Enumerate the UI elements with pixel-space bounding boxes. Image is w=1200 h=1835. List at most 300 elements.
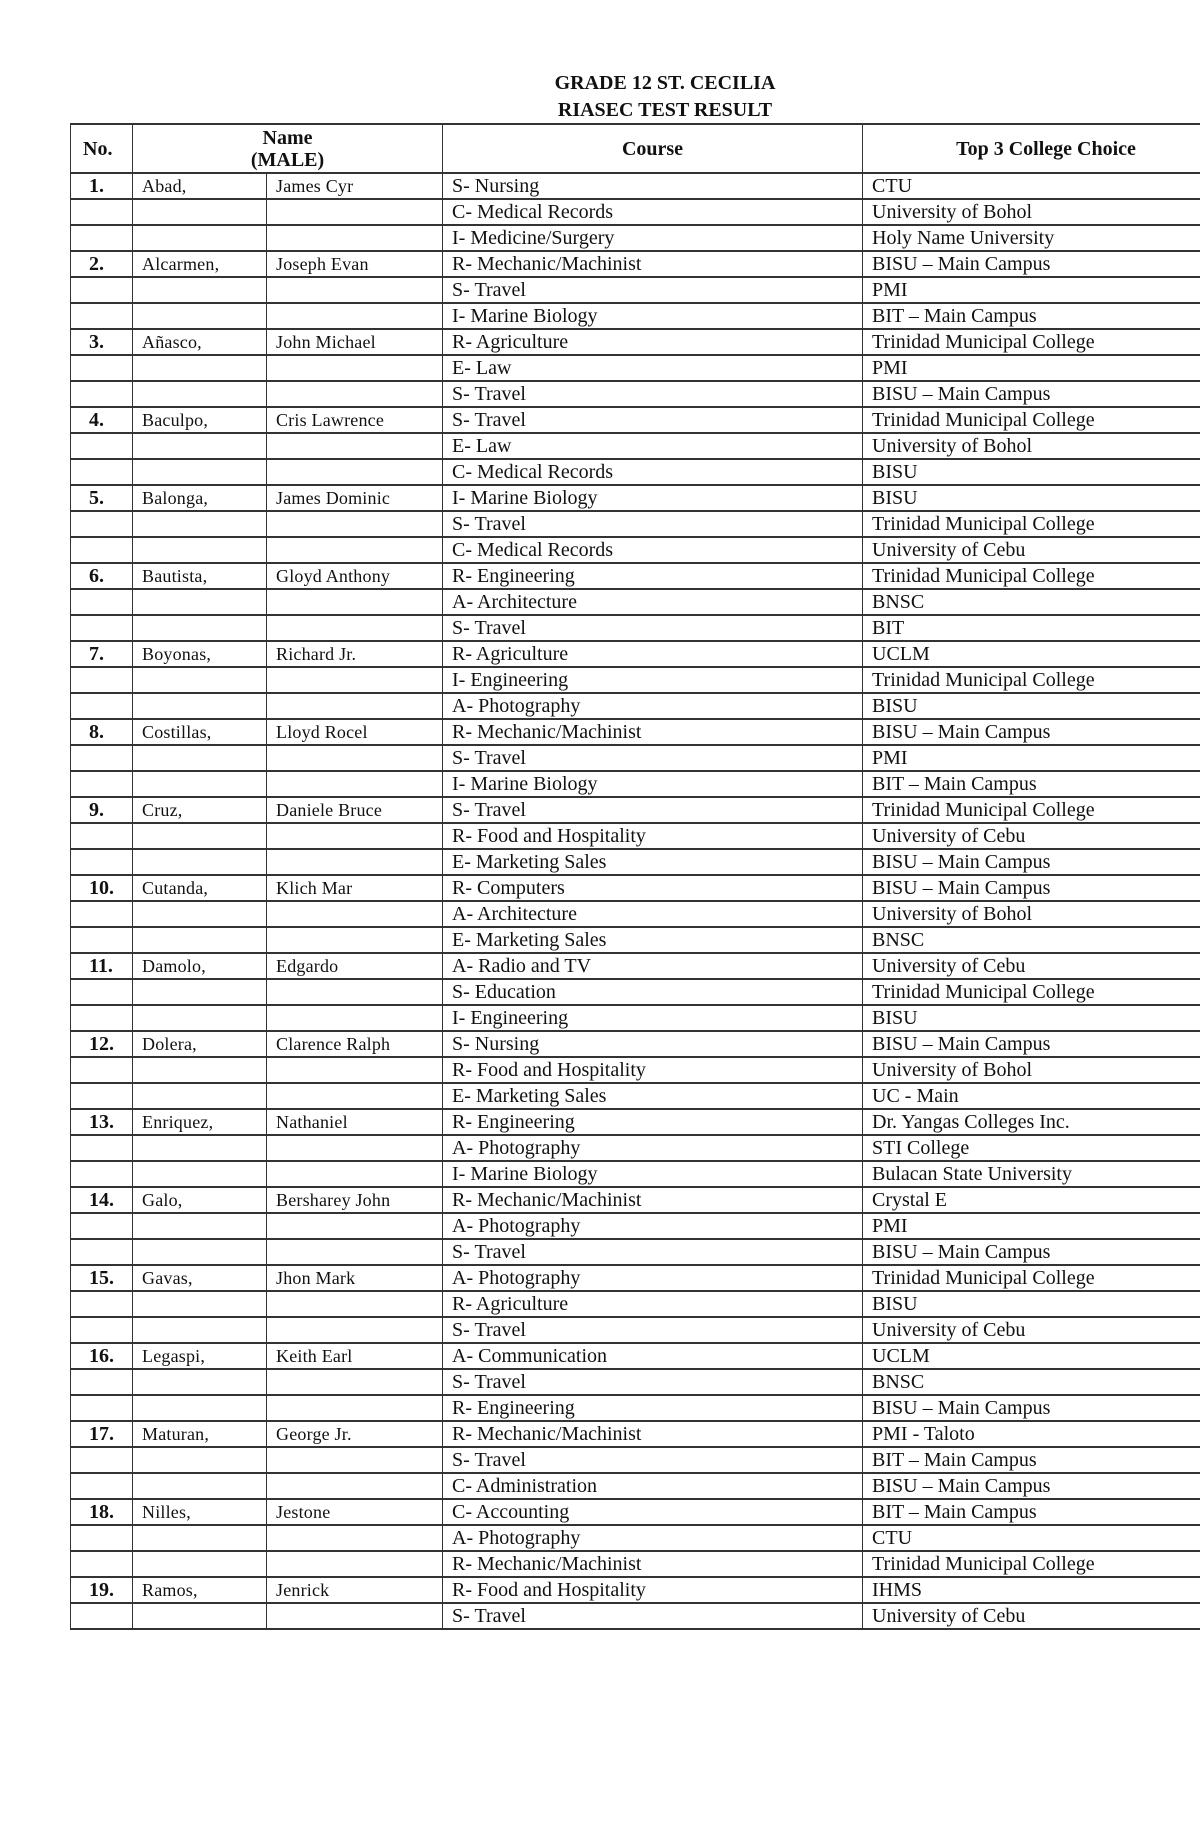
student-last-name: Maturan, xyxy=(133,1421,267,1447)
table-row xyxy=(71,1473,1200,1499)
student-first-name xyxy=(267,1369,443,1395)
student-last-name: Abad, xyxy=(133,173,267,199)
table-row xyxy=(71,251,1200,277)
student-last-name xyxy=(133,1239,267,1265)
course-choice: E- Marketing Sales xyxy=(443,927,863,953)
table-row xyxy=(71,1057,1200,1083)
student-first-name xyxy=(267,1525,443,1551)
student-last-name: Galo, xyxy=(133,1187,267,1213)
table-row xyxy=(71,1031,1200,1057)
student-first-name xyxy=(267,745,443,771)
student-number xyxy=(71,745,133,771)
student-number xyxy=(71,1161,133,1187)
student-first-name xyxy=(267,979,443,1005)
student-first-name xyxy=(267,1005,443,1031)
course-choice: R- Mechanic/Machinist xyxy=(443,719,863,745)
student-number xyxy=(71,1317,133,1343)
course-choice: S- Travel xyxy=(443,615,863,641)
student-last-name xyxy=(133,745,267,771)
course-choice: I- Engineering xyxy=(443,1005,863,1031)
student-number xyxy=(71,771,133,797)
student-last-name xyxy=(133,1395,267,1421)
course-choice: A- Photography xyxy=(443,1525,863,1551)
student-first-name xyxy=(267,1057,443,1083)
course-choice: R- Engineering xyxy=(443,563,863,589)
table-row xyxy=(71,875,1200,901)
course-choice: E- Marketing Sales xyxy=(443,1083,863,1109)
course-choice: C- Accounting xyxy=(443,1499,863,1525)
table-row xyxy=(71,1369,1200,1395)
table-row xyxy=(71,693,1200,719)
course-choice: C- Administration xyxy=(443,1473,863,1499)
student-last-name xyxy=(133,1551,267,1577)
student-last-name xyxy=(133,1213,267,1239)
student-first-name xyxy=(267,303,443,329)
table-row xyxy=(71,1135,1200,1161)
college-choice: BISU – Main Campus xyxy=(863,875,1200,901)
student-number xyxy=(71,823,133,849)
student-first-name: Joseph Evan xyxy=(267,251,443,277)
table-row xyxy=(71,1083,1200,1109)
college-choice: PMI xyxy=(863,745,1200,771)
student-number: 8. xyxy=(71,719,133,745)
student-last-name xyxy=(133,1005,267,1031)
student-number xyxy=(71,1603,133,1629)
student-last-name: Añasco, xyxy=(133,329,267,355)
student-first-name xyxy=(267,1317,443,1343)
student-last-name: Nilles, xyxy=(133,1499,267,1525)
college-choice: STI College xyxy=(863,1135,1200,1161)
course-choice: A- Radio and TV xyxy=(443,953,863,979)
course-choice: R- Food and Hospitality xyxy=(443,823,863,849)
header-course: Course xyxy=(443,124,863,173)
student-first-name xyxy=(267,901,443,927)
table-row xyxy=(71,537,1200,563)
college-choice: Trinidad Municipal College xyxy=(863,979,1200,1005)
table-row xyxy=(71,797,1200,823)
course-choice: A- Photography xyxy=(443,1265,863,1291)
student-number xyxy=(71,1395,133,1421)
course-choice: C- Medical Records xyxy=(443,199,863,225)
table-row xyxy=(71,303,1200,329)
table-row xyxy=(71,667,1200,693)
course-choice: A- Communication xyxy=(443,1343,863,1369)
student-number xyxy=(71,1369,133,1395)
student-last-name xyxy=(133,303,267,329)
course-choice: S- Nursing xyxy=(443,1031,863,1057)
college-choice: BISU – Main Campus xyxy=(863,849,1200,875)
course-choice: R- Food and Hospitality xyxy=(443,1057,863,1083)
student-first-name: Jestone xyxy=(267,1499,443,1525)
student-first-name: Jenrick xyxy=(267,1577,443,1603)
course-choice: A- Photography xyxy=(443,693,863,719)
student-last-name xyxy=(133,1135,267,1161)
student-last-name: Cruz, xyxy=(133,797,267,823)
course-choice: I- Medicine/Surgery xyxy=(443,225,863,251)
table-row xyxy=(71,225,1200,251)
table-row xyxy=(71,1525,1200,1551)
student-number: 3. xyxy=(71,329,133,355)
student-last-name: Ramos, xyxy=(133,1577,267,1603)
college-choice: University of Cebu xyxy=(863,537,1200,563)
college-choice: Dr. Yangas Colleges Inc. xyxy=(863,1109,1200,1135)
table-row xyxy=(71,1239,1200,1265)
course-choice: R- Computers xyxy=(443,875,863,901)
table-row xyxy=(71,1005,1200,1031)
student-last-name xyxy=(133,277,267,303)
student-first-name xyxy=(267,381,443,407)
student-number: 18. xyxy=(71,1499,133,1525)
student-number xyxy=(71,849,133,875)
student-first-name: Jhon Mark xyxy=(267,1265,443,1291)
course-choice: R- Mechanic/Machinist xyxy=(443,251,863,277)
student-first-name: James Cyr xyxy=(267,173,443,199)
student-number: 6. xyxy=(71,563,133,589)
course-choice: I- Marine Biology xyxy=(443,771,863,797)
student-first-name xyxy=(267,433,443,459)
riasec-results-table xyxy=(70,123,1200,1630)
student-last-name: Legaspi, xyxy=(133,1343,267,1369)
student-last-name xyxy=(133,667,267,693)
student-number xyxy=(71,537,133,563)
table-row xyxy=(71,1187,1200,1213)
table-row xyxy=(71,1317,1200,1343)
course-choice: S- Travel xyxy=(443,511,863,537)
student-number xyxy=(71,927,133,953)
student-last-name: Alcarmen, xyxy=(133,251,267,277)
college-choice: Trinidad Municipal College xyxy=(863,407,1200,433)
college-choice: UCLM xyxy=(863,1343,1200,1369)
student-number: 16. xyxy=(71,1343,133,1369)
table-row xyxy=(71,459,1200,485)
student-number: 4. xyxy=(71,407,133,433)
student-number: 12. xyxy=(71,1031,133,1057)
student-first-name xyxy=(267,771,443,797)
student-first-name: Cris Lawrence xyxy=(267,407,443,433)
student-first-name xyxy=(267,667,443,693)
college-choice: UC - Main xyxy=(863,1083,1200,1109)
table-row xyxy=(71,381,1200,407)
student-number xyxy=(71,511,133,537)
student-first-name xyxy=(267,1291,443,1317)
college-choice: Holy Name University xyxy=(863,225,1200,251)
student-first-name: Edgardo xyxy=(267,953,443,979)
student-number xyxy=(71,355,133,381)
college-choice: University of Cebu xyxy=(863,823,1200,849)
college-choice: BISU – Main Campus xyxy=(863,1239,1200,1265)
college-choice: BISU xyxy=(863,693,1200,719)
student-last-name xyxy=(133,1369,267,1395)
college-choice: BIT – Main Campus xyxy=(863,1499,1200,1525)
table-row xyxy=(71,1499,1200,1525)
table-row xyxy=(71,1161,1200,1187)
college-choice: Trinidad Municipal College xyxy=(863,563,1200,589)
student-first-name xyxy=(267,1603,443,1629)
table-row xyxy=(71,615,1200,641)
table-row xyxy=(71,563,1200,589)
course-choice: A- Architecture xyxy=(443,901,863,927)
student-first-name xyxy=(267,1161,443,1187)
course-choice: I- Engineering xyxy=(443,667,863,693)
table-row xyxy=(71,407,1200,433)
college-choice: PMI xyxy=(863,1213,1200,1239)
student-last-name xyxy=(133,1525,267,1551)
student-first-name: Bersharey John xyxy=(267,1187,443,1213)
college-choice: BIT – Main Campus xyxy=(863,303,1200,329)
college-choice: BNSC xyxy=(863,589,1200,615)
student-first-name: Richard Jr. xyxy=(267,641,443,667)
student-last-name xyxy=(133,1083,267,1109)
student-first-name xyxy=(267,823,443,849)
table-row xyxy=(71,849,1200,875)
student-number: 9. xyxy=(71,797,133,823)
college-choice: BIT xyxy=(863,615,1200,641)
college-choice: BISU xyxy=(863,1291,1200,1317)
college-choice: PMI - Taloto xyxy=(863,1421,1200,1447)
college-choice: Trinidad Municipal College xyxy=(863,1265,1200,1291)
course-choice: C- Medical Records xyxy=(443,459,863,485)
student-first-name xyxy=(267,199,443,225)
student-number: 15. xyxy=(71,1265,133,1291)
header-name xyxy=(133,124,443,173)
student-number xyxy=(71,667,133,693)
student-number xyxy=(71,1083,133,1109)
table-row xyxy=(71,511,1200,537)
course-choice: S- Travel xyxy=(443,1603,863,1629)
student-first-name xyxy=(267,537,443,563)
course-choice: S- Travel xyxy=(443,745,863,771)
student-last-name xyxy=(133,1447,267,1473)
student-number xyxy=(71,1239,133,1265)
student-number: 10. xyxy=(71,875,133,901)
course-choice: S- Travel xyxy=(443,1239,863,1265)
course-choice: R- Food and Hospitality xyxy=(443,1577,863,1603)
student-first-name xyxy=(267,1447,443,1473)
student-first-name xyxy=(267,693,443,719)
course-choice: A- Photography xyxy=(443,1135,863,1161)
student-number xyxy=(71,1551,133,1577)
college-choice: BISU xyxy=(863,459,1200,485)
student-last-name xyxy=(133,849,267,875)
student-number: 13. xyxy=(71,1109,133,1135)
student-number xyxy=(71,199,133,225)
student-first-name xyxy=(267,1395,443,1421)
student-first-name: Lloyd Rocel xyxy=(267,719,443,745)
student-last-name xyxy=(133,615,267,641)
college-choice: University of Cebu xyxy=(863,1603,1200,1629)
college-choice: BISU – Main Campus xyxy=(863,719,1200,745)
table-row xyxy=(71,1291,1200,1317)
student-first-name xyxy=(267,1551,443,1577)
course-choice: R- Engineering xyxy=(443,1109,863,1135)
student-last-name xyxy=(133,1161,267,1187)
student-number: 17. xyxy=(71,1421,133,1447)
table-row xyxy=(71,199,1200,225)
student-first-name xyxy=(267,1135,443,1161)
student-last-name xyxy=(133,927,267,953)
course-choice: S- Travel xyxy=(443,797,863,823)
student-number xyxy=(71,381,133,407)
course-choice: S- Travel xyxy=(443,1369,863,1395)
student-number xyxy=(71,1057,133,1083)
student-last-name: Gavas, xyxy=(133,1265,267,1291)
table-row xyxy=(71,901,1200,927)
table-row xyxy=(71,355,1200,381)
student-first-name: John Michael xyxy=(267,329,443,355)
student-number xyxy=(71,1473,133,1499)
student-first-name: Keith Earl xyxy=(267,1343,443,1369)
college-choice: BISU xyxy=(863,485,1200,511)
student-last-name xyxy=(133,1291,267,1317)
student-number xyxy=(71,1447,133,1473)
table-row xyxy=(71,1213,1200,1239)
student-first-name: James Dominic xyxy=(267,485,443,511)
college-choice: University of Bohol xyxy=(863,1057,1200,1083)
table-row xyxy=(71,1577,1200,1603)
college-choice: BNSC xyxy=(863,927,1200,953)
student-last-name xyxy=(133,225,267,251)
student-last-name xyxy=(133,1603,267,1629)
student-first-name: Nathaniel xyxy=(267,1109,443,1135)
course-choice: A- Photography xyxy=(443,1213,863,1239)
header-name-sub: (MALE) xyxy=(250,148,325,171)
course-choice: R- Agriculture xyxy=(443,1291,863,1317)
student-last-name: Boyonas, xyxy=(133,641,267,667)
course-choice: R- Mechanic/Machinist xyxy=(443,1551,863,1577)
student-first-name: Daniele Bruce xyxy=(267,797,443,823)
student-number: 5. xyxy=(71,485,133,511)
table-row xyxy=(71,173,1200,199)
table-row xyxy=(71,1551,1200,1577)
table-header-row xyxy=(71,124,1200,173)
student-last-name: Costillas, xyxy=(133,719,267,745)
course-choice: S- Travel xyxy=(443,277,863,303)
title-line-1: GRADE 12 ST. CECILIA xyxy=(554,72,776,94)
course-choice: C- Medical Records xyxy=(443,537,863,563)
student-last-name xyxy=(133,537,267,563)
table-row xyxy=(71,589,1200,615)
college-choice: Trinidad Municipal College xyxy=(863,797,1200,823)
student-number: 1. xyxy=(71,173,133,199)
student-number xyxy=(71,1005,133,1031)
college-choice: CTU xyxy=(863,1525,1200,1551)
college-choice: University of Bohol xyxy=(863,901,1200,927)
title-line-2: RIASEC TEST RESULT xyxy=(557,99,773,121)
college-choice: BNSC xyxy=(863,1369,1200,1395)
student-number xyxy=(71,303,133,329)
student-last-name: Dolera, xyxy=(133,1031,267,1057)
student-number: 14. xyxy=(71,1187,133,1213)
course-choice: E- Marketing Sales xyxy=(443,849,863,875)
table-row xyxy=(71,641,1200,667)
student-first-name xyxy=(267,355,443,381)
college-choice: Crystal E xyxy=(863,1187,1200,1213)
table-row xyxy=(71,979,1200,1005)
student-first-name xyxy=(267,225,443,251)
student-last-name xyxy=(133,771,267,797)
course-choice: I- Marine Biology xyxy=(443,303,863,329)
course-choice: R- Mechanic/Machinist xyxy=(443,1421,863,1447)
college-choice: Bulacan State University xyxy=(863,1161,1200,1187)
table-row xyxy=(71,1265,1200,1291)
college-choice: Trinidad Municipal College xyxy=(863,511,1200,537)
table-row xyxy=(71,1447,1200,1473)
student-last-name xyxy=(133,1057,267,1083)
table-row xyxy=(71,329,1200,355)
table-row xyxy=(71,771,1200,797)
student-last-name xyxy=(133,1473,267,1499)
college-choice: Trinidad Municipal College xyxy=(863,329,1200,355)
student-number: 2. xyxy=(71,251,133,277)
course-choice: E- Law xyxy=(443,433,863,459)
student-first-name xyxy=(267,927,443,953)
table-row xyxy=(71,823,1200,849)
college-choice: BIT – Main Campus xyxy=(863,771,1200,797)
table-row xyxy=(71,485,1200,511)
student-last-name xyxy=(133,589,267,615)
table-row xyxy=(71,433,1200,459)
college-choice: University of Cebu xyxy=(863,953,1200,979)
student-number xyxy=(71,277,133,303)
table-row xyxy=(71,277,1200,303)
header-no: No. xyxy=(71,124,133,173)
course-choice: S- Travel xyxy=(443,1317,863,1343)
student-last-name xyxy=(133,979,267,1005)
college-choice: University of Bohol xyxy=(863,433,1200,459)
college-choice: BIT – Main Campus xyxy=(863,1447,1200,1473)
table-row xyxy=(71,953,1200,979)
student-first-name: Gloyd Anthony xyxy=(267,563,443,589)
course-choice: S- Travel xyxy=(443,1447,863,1473)
student-number xyxy=(71,589,133,615)
student-first-name xyxy=(267,849,443,875)
college-choice: BISU – Main Campus xyxy=(863,1395,1200,1421)
table-row xyxy=(71,1603,1200,1629)
college-choice: UCLM xyxy=(863,641,1200,667)
course-choice: I- Marine Biology xyxy=(443,485,863,511)
student-last-name xyxy=(133,199,267,225)
table-row xyxy=(71,927,1200,953)
table-row xyxy=(71,745,1200,771)
student-last-name xyxy=(133,511,267,537)
student-last-name xyxy=(133,355,267,381)
student-last-name: Bautista, xyxy=(133,563,267,589)
student-number xyxy=(71,433,133,459)
college-choice: Trinidad Municipal College xyxy=(863,1551,1200,1577)
table-row xyxy=(71,1421,1200,1447)
student-first-name xyxy=(267,1083,443,1109)
student-first-name: Klich Mar xyxy=(267,875,443,901)
student-last-name xyxy=(133,693,267,719)
student-number xyxy=(71,1213,133,1239)
student-first-name xyxy=(267,511,443,537)
table-row xyxy=(71,1109,1200,1135)
course-choice: S- Travel xyxy=(443,381,863,407)
student-last-name: Cutanda, xyxy=(133,875,267,901)
header-name-label: Name xyxy=(262,126,313,149)
student-number xyxy=(71,901,133,927)
student-number: 7. xyxy=(71,641,133,667)
table-row xyxy=(71,719,1200,745)
course-choice: A- Architecture xyxy=(443,589,863,615)
student-number xyxy=(71,693,133,719)
college-choice: BISU – Main Campus xyxy=(863,381,1200,407)
student-first-name xyxy=(267,1213,443,1239)
course-choice: S- Nursing xyxy=(443,173,863,199)
student-first-name xyxy=(267,1239,443,1265)
student-last-name: Enriquez, xyxy=(133,1109,267,1135)
student-last-name xyxy=(133,901,267,927)
